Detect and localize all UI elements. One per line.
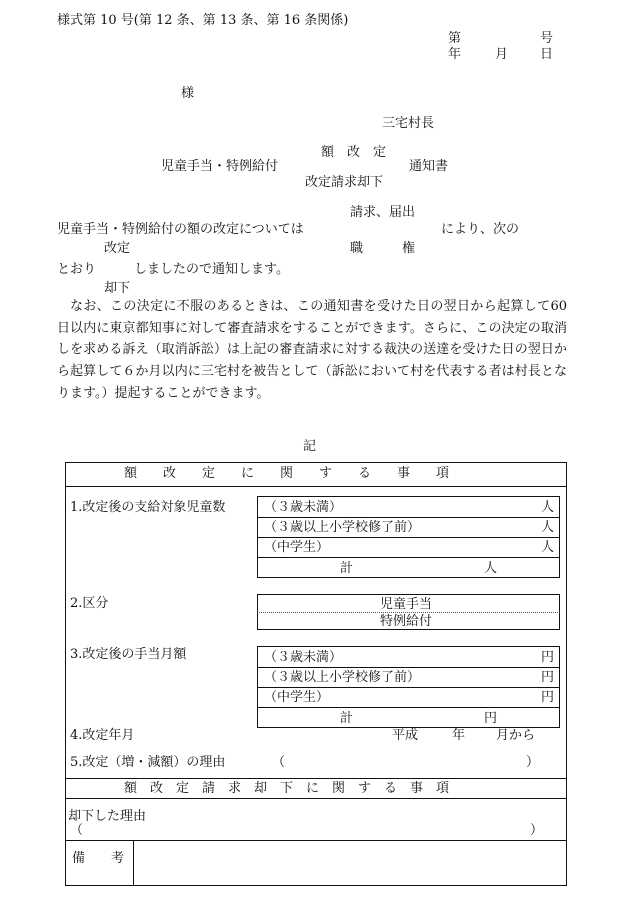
table-rule	[257, 687, 560, 688]
table-rule	[257, 517, 560, 518]
reason-open-paren: （	[272, 755, 286, 770]
date-day: 日	[540, 47, 554, 62]
revision-date-label: 4.改定年月	[70, 728, 135, 743]
amount-row-label: （３歳以上小学校修了前）	[264, 670, 421, 685]
revision-reason-label: 5.改定（増・減額）の理由	[70, 755, 226, 770]
body-line2-start: とおり	[57, 262, 97, 277]
title-subject: 児童手当・特例給付	[161, 159, 279, 174]
table-rule	[257, 557, 560, 558]
table-rule	[133, 840, 134, 886]
number-dai: 第	[448, 31, 462, 46]
table-rule	[257, 667, 560, 668]
children-row-unit: 人	[541, 520, 555, 535]
category-special-benefit: 特例給付	[380, 614, 433, 629]
body-line1: 児童手当・特例給付の額の改定については	[57, 222, 304, 237]
amount-row-unit: 円	[541, 670, 555, 685]
date-year: 年	[448, 47, 462, 62]
monthly-amount-label: 3.改定後の手当月額	[70, 647, 187, 662]
rejection-close-paren: ）	[530, 823, 544, 838]
amount-row-label: （中学生）	[264, 690, 330, 705]
revision-year: 年	[452, 728, 466, 743]
form-number: 様式第 10 号(第 12 条、第 13 条、第 16 条関係)	[57, 13, 349, 28]
body-line1-end: により、次の	[441, 222, 520, 237]
amount-row-unit: 円	[541, 690, 555, 705]
table-rule	[65, 840, 567, 841]
body-option-kyakka: 却下	[104, 281, 131, 296]
amount-row-unit: 円	[541, 650, 555, 665]
addressee-sama: 様	[181, 86, 195, 101]
body-option-kaitei: 改定	[104, 241, 131, 256]
appeal-notice: なお、この決定に不服のあるときは、この通知書を受けた日の翌日から起算して60日以内に東京都知事に対して審査請求をすることができます。さらに、この決定の取消しを求める訴え（取消訴訟）は上記の審査請求に対する裁決の送達を受けた日の翌日から起算して６か月以内に三宅村を被告として（訴訟において村を代表する者は村長となります。）提起することができます。	[57, 299, 567, 401]
rejection-open-paren: （	[70, 823, 84, 838]
children-row-label: （３歳未満）	[264, 500, 343, 515]
table-rule	[65, 798, 567, 799]
title-option-upper: 額 改 定	[321, 145, 387, 160]
table-rule	[257, 612, 560, 613]
rejection-reason-label: 却下した理由	[68, 809, 147, 824]
number-go: 号	[540, 31, 554, 46]
date-month: 月	[495, 47, 509, 62]
title-suffix: 通知書	[409, 159, 449, 174]
table-rule	[257, 707, 560, 708]
table-rule	[65, 486, 567, 487]
revision-month: 月から	[496, 728, 536, 743]
children-row-label: （中学生）	[264, 540, 330, 555]
reason-close-paren: ）	[526, 755, 540, 770]
amount-total-unit: 円	[484, 711, 498, 726]
children-row-unit: 人	[541, 500, 555, 515]
ki-heading: 記	[303, 439, 317, 454]
children-count-label: 1.改定後の支給対象児童数	[70, 500, 226, 515]
table-rule	[257, 537, 560, 538]
body-option-shokken: 職 権	[350, 241, 416, 256]
children-total-label: 計	[340, 561, 354, 576]
amount-total-label: 計	[340, 711, 354, 726]
amount-row-label: （３歳未満）	[264, 650, 343, 665]
revision-era: 平成	[392, 728, 419, 743]
table-header-kyakka: 額 改 定 請 求 却 下 に 関 す る 事 項	[124, 781, 450, 796]
remarks-label: 備 考	[72, 851, 125, 866]
children-row-label: （３歳以上小学校修了前）	[264, 520, 421, 535]
category-child-allowance: 児童手当	[380, 597, 433, 612]
children-row-unit: 人	[541, 540, 555, 555]
category-label: 2.区分	[70, 596, 109, 611]
issuer: 三宅村長	[382, 116, 435, 131]
title-option-lower: 改定請求却下	[305, 175, 384, 190]
table-header-kaitei: 額 改 定 に 関 す る 事 項	[124, 466, 450, 481]
children-total-unit: 人	[484, 561, 498, 576]
body-line2-end: しましたので通知します。	[134, 262, 289, 277]
table-rule	[65, 778, 567, 779]
body-option-upper: 請求、届出	[350, 205, 416, 220]
